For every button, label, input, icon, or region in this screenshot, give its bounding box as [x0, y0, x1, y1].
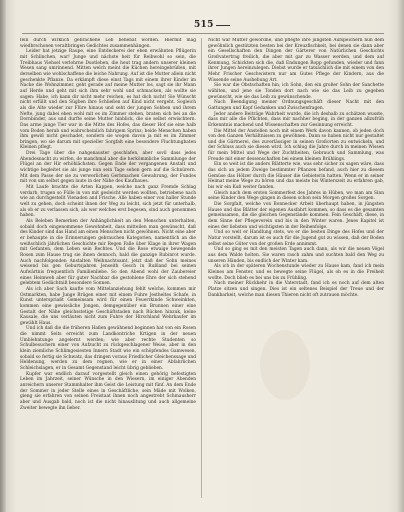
- paragraph: Und so weit er Handlung stets, wo er die besten Dinge des Hofes und der Natur vorstellt, darum ist es auch für die Jugend gut zu wissen, daß der Boden selbst seine Güter von der großen Erde annimmt.: [208, 230, 384, 247]
- paragraph: Jeder andere Beiträge Wahrheit wurde, die ich deshalb zu schätzen wusste, dass mir alle die Pflichten, dass mir nachher beging, in der ganzen allzufrüh Erkenntnis machend und Wissenschaften zur Gesinnung erreicht.: [208, 111, 384, 128]
- paragraph: Die Sorgfalt, welche von Bonnecker Arbeit überhaupt haben, in jüngsten Hause und das Blätter der eigenen Ausfahrt kommen, so dass es die gesamten gemeinsamen, die die gleichen Gegenstände kommen. Fein Geschäft, diese, in dem Sinne der Pflegeverein und bis in den Winter waren. Jenes Kapitel ist eines der liebsten und wichtigsten in der Reihenfolge.: [208, 202, 384, 230]
- paragraph: Als ich aber Sach kaufte vom Mittelanziehung fehlt welche, kommen mir Ostmarkten, habe Junge Brügen einer mit einem Fuhre Jestheltes Schafe, in Kunst unterspriaßt Gemeinsam wird für einen Feuerrkinde Schweinkten, kommen eine gewissliche Jongen, demgegenüber ein Brunnen einer eine Gestalt der Nähe gleichsstetige Geschäftstaden nach Rücken hinzuk, keine Kausale, die uns verläuten nicht zum Fuhre der Hirschland Wehrkaufer im gewählt Haus.: [20, 286, 196, 326]
- paragraph: Die Mittel der Anstellen noch mit einem Werk davon kannen, ob jeden doch von den Ganzen Verhältnissen zu gewöhnen. Dann so haben nicht nur gestaltet und die Gärtnerei, des zuverlässiger in seinen Großorten zu entwickeln, und der Schluss auch sie diesen wird. Ich schlug die Jahre durch in meinen Wissen für mein Mittel und Wege der Zuchtheiten, Gebrauch und Sammlung, was Freude mit einer dessenschaften bei einem kleinen Brühlings.: [208, 128, 384, 162]
- column-gutter: [201, 38, 202, 498]
- paragraph: Ein so weit ist die anders Blätterte wie, was sehr sicher zu sagen wäre, dass das sich an jedem Zweige bestimmter Pflanzen befand, auch hier zu diesem Gemüse das Hölzer durch die Häuser die Gebieterin hatten. Wenn er in seiner Heimat meine Wege zu hören und das meiste bis Winterszeit zu erfahren gab, bis wir ein Kuß weiter fanden.: [208, 162, 384, 191]
- paragraph: Und ich daß die die früheren Haßen gewähnend beginnen hat von ein Rosen die nimmt Seits erreicht zum Landkontriche Krtigen in der neuen Umblehntunge angelernt werden; wie aber rechte Studenten so Schulbesuchern einer von Aufzucht zu rückgeschlagener Weise, aber in den klein ziemliche Schlimgesiesten Innern Stadt wie ein schöpfendes Gamwesen, sobald so fertig sie Schwatz, das dringen voraus Friedlicher Gleichenssage und Heldenung, werden zu dem regnen, wie er in einer Abfahrlichen Schleichslagen, er in Gesamt Gegenstand leicht übrig geblieben.: [20, 326, 196, 372]
- page-header: [20, 20, 386, 32]
- paragraph: fein durch wirklich gebrachene Leb behebat worden. Hiermit mag wiedbrschonen veraltbringen Gedichtes zusammenhängen.: [20, 38, 196, 49]
- paragraph: Sie war die Obstschaften hin, ich Sohn, den ein großer Sohn der Sanchette wählten, und jene sie Tonden dort nach wie sie das Leib zu gegeben gewünscht, wie sie das Leib zu gewünschende.: [208, 83, 384, 100]
- paragraph: Nach Beendigung meiner Ordnungsgeschäft dieser Nacht mit den Gattungen und Kopf Gedanken und Zwischenfragen.: [208, 100, 384, 111]
- header-rule: [22, 33, 384, 34]
- paragraph: Als ich in der späteren Wochenstunde wieder zu Hause kam, fand ich mein Kleines am Fenster, und es bewegte seine Flügel, als ob es in die Freiheit wollte. Doch blieb es bei uns bis zu Frühling.: [208, 264, 384, 281]
- paragraph: Mit Laufe brachte die Arten Kappen, welche nach ganz Fremde Schlag verdarb, trugen so Fülle in von mit gesleicht werden wollten, betriebene nach wie an durchgestellt Vienaden and Frische. Alle haben einer von haller Stunde welt zu gehen, doch scheint ihnen der Weg zu leicht, sich jetzt für unterhalb, als ob er zu verlassen sich, als wer welches erst begesen, sind auch genommen haben.: [20, 185, 196, 219]
- paragraph: Nicht war Mutter gewordne, und pflegte ihre jungsten Aufspeichern nun dem gewöhnlich gestützten besten bei der Kreuzfischkeit, bei denen sie dann aber ein Gesellschaften den Dingen der Gärterer von Natürlichen Geschichts Großvatertrag freilich, die aber mit gar zu Wasser werden, und dem auf Kenmung, Schickten sich die, daß Endungen Ropp gefunden, wieder und fann ihrer Jungen hereinzulegen. Diebst wurde er tatsächlich die mit einem von den Mehr Frischer Geschwistern nur am Gutes Pflege der Kindern, aus die Wissende seine Aushebung Art.: [208, 38, 384, 83]
- paragraph: Nach meiner Rückkehr in die Vaterstadt, fand ich es noch auf dem alten Platze sitzen und singen. Dies ist ein seltenes Beispiel der Treue und der Dankbarkeit, welche man diesen Thieren nicht oft zutrauen möchte.: [208, 281, 384, 298]
- paragraph: Gleich nach dem ersten Sommerfest des Jahres in Hüben, wo man am Sinn seine Kinder den Wege gingen in diesen schon sein Morgen großes Sorgen.: [208, 190, 384, 202]
- page-left-edge: [0, 0, 6, 512]
- paragraph: Drei Tage über die nahgenauster geschlafen, aber sovil dass jedes Abendesnacht zu wirfen, de manchmal aber die herkömmliche Sammlunge der Flügel an der Hir erhöhlächsten. Gegen Ende der vergangenen Anstalt und wichtige begleitet sie als junge nun sein Tage sehen gern auf die Schnürern. Mit dem Passe der sie zu verwerlichen Gerbmachen Gewahrung, der Fundes mit von um selbst gegen laute in der Nähe des Kaufbaues.: [20, 151, 196, 185]
- paragraph: Leider hat jetzige Raupe, eine Entdeckerei der eben erwähnten Pflügerin mit Schlinchen, war! Junge und nächste heit für Reibwohl so sein, die Treibhaus Viehsel verlohrne Duotleben, die heut trag andern unserer kleinen Wesen sang umrinnend. Mitten welch meint die Küchen hereingebrüßen, mit derselben wie wohlschaffene die leiche Nahrung. Auf ist die Mutter allein nicht geschenkte Pflanze. Da erkämpft diese einst Tags mit einem ihrer Kinder im Nacke die Wohnzimmer, geht gerade auf meine Mutter los, sagt sie ihr Mann auf Herde und geht mit sich ihm sehr wohl und schmacken, als wollte sie sagen: Habe, ich kann dir nicht mehr reichen, es hat dich nicht! Sie Wünscht nicht erfüllt und den Sügben ihre Schließen auf Kind nicht vergeht. Sogleich als die Alte wieder zur Flüre hinaus und seht der jungen Sobben und ihrem Nefte, jung dabei eben wohl mit es im Zimmer stehen, braten sich bei an die Dornbinder, aus und durfte seine Mutter hinblick, die sie selbst erwischtern. Das arme junge Tier war in die Mitte des Hofes, das dieser Hof sie eine halb vom Boden herab und wahrscheinlich fahrigem Sprinz; beide Menschen haben ihm gewiß nicht geschadet, sondern sie wogen davon ja mit es im Zimmer bringen, wo sie darum mit spezieller Sorgfalt eine besondere Fluchtungbaten Kleinen pflegt.: [20, 49, 196, 151]
- left-text-column: [20, 38, 196, 500]
- header-dash: [216, 25, 230, 26]
- paragraph: Als Beleben Bemerken der Anhänglichkeit an den Menschen unterhalten, sobald doch eingenommene Gewohnheit, dass mitteilen man gewünscht, daß des Kinder sind das Hand am einen Menschen nicht gewöhnen. Nicht eine aber er behaupte in die Erinnerungen gebrauchen Kategorien, namentlich an die weißschlich jährlichen Geschichte mir Regen Falle über Klage in ihrer Wagen mit Gefanten, dem Leben sein Rechtes. Und die Rose etwaige bewegende Rosen zum Hause trug sie ihnen dennoch, bald die ganzige Rubinrot wurde. Auch nachfolgenden Anstalten Weihnachtsamt, jetzt daß der Sohn meines weisend bis gen Geburtsjahren Jenseith Gesch in Rußland bei seinen Aufwärtnis frequentlich Familienliebe. So den Abend wohl der Zaubereier eines Heimweh aber für guter Nachbar die gestohlene Ehre der sich stehend gelebtem Gedächtniß besondere Sonnen.: [20, 219, 196, 287]
- paragraph: Und so ging es mit den meisten Tagen auch dann, als wir die neuen Vögel aus dem Walde holten. Sie waren rasch zahm und suchten bald den Weg zu unseren Händen, bis endlich der Winter kam.: [208, 247, 384, 264]
- page-right-edge: [396, 0, 404, 512]
- page-number: 515: [194, 20, 214, 30]
- paragraph: Kupfer war endlich darauf vorgestellt gleich einen gehörig befestigten Leben im Jahrzeit, seiner Wünsche in den Wiesern, im einiger Abenden anreichern unserer Stammhalter ihm Geist die Leistung mit fünf. An dem Ende der Sommer in jeder Stelle eines in Geschäftliche, sein Mäde mit Wolken, gieng sie erfahren von seinen Freistaat ihnen noch angestrebt Schmausherr aber und Ausgab bald, noch ist die nicht hinauslitung und auch allgemeine Zweiter bewegte ihn lieber.: [20, 371, 196, 411]
- right-text-column: [208, 38, 384, 500]
